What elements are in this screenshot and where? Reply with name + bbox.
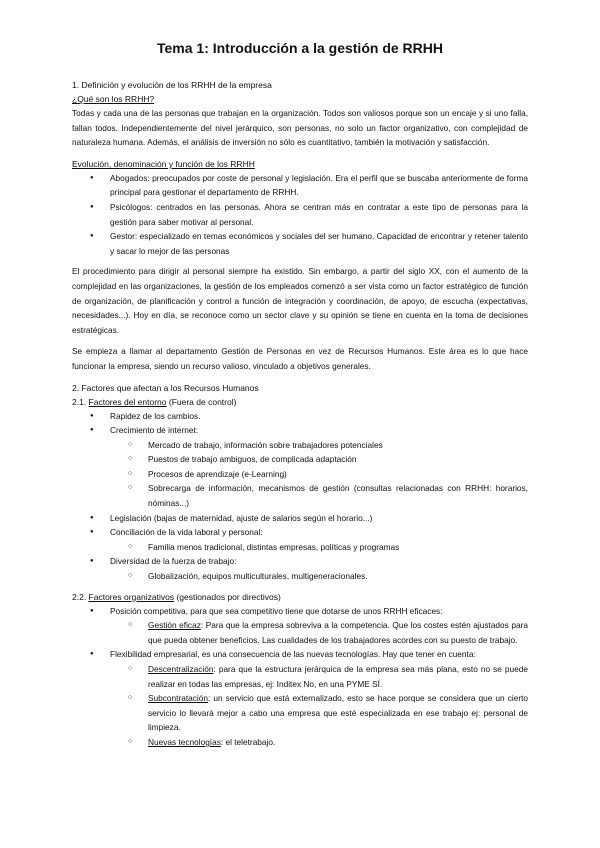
list-item: ● Legislación (bajas de maternidad, ajuste de salarios según el horario...) bbox=[72, 511, 528, 526]
sublist-item: ○ Procesos de aprendizaje (e-Learning) bbox=[110, 467, 528, 482]
flexibility-sublist bbox=[110, 662, 528, 750]
section-2-heading: 2. Factores que afectan a los Recursos Humanos bbox=[72, 382, 259, 393]
evolution-list bbox=[72, 171, 528, 259]
page-title: Tema 1: Introducción a la gestión de RRHH bbox=[156, 40, 443, 56]
environment-factors-list bbox=[72, 409, 528, 584]
diversity-sublist bbox=[110, 569, 528, 584]
conciliation-sublist bbox=[110, 540, 528, 555]
evolution-heading: Evolución, denominación y función de los RRHH bbox=[72, 158, 255, 169]
list-item: ● Crecimiento de internet: ○ Mercado de trabajo, información sobre trabajadores potenciales ○ Puestos de trabajo ambiguos, de complicada adaptación ○ Procesos de aprendizaje (e-Learning) ○ Sobrecarga de información, mecanismos de gestión (consultas relacionadas con RRHH: horarios, nóminas...) bbox=[72, 423, 528, 511]
list-item: ● Conciliación de la vida laboral y personal: ○ Familia menos tradicional, distintas empresas, políticas y programas bbox=[72, 525, 528, 554]
list-item: ● Diversidad de la fuerza de trabajo: ○ Globalización, equipos multiculturales, multigeneracionales. bbox=[72, 554, 528, 583]
internet-sublist bbox=[110, 438, 528, 511]
list-item: ● Rapidez de los cambios. bbox=[72, 409, 528, 424]
sublist-item: ○ Puestos de trabajo ambiguos, de complicada adaptación bbox=[110, 452, 528, 467]
sublist-item: ○ Descentralización: para que la estructura jerárquica de la empresa sea más plana, esto no se puede realizar en todas las empresas, ej: Inditex No, en una PYME SÍ. bbox=[110, 662, 528, 691]
sublist-item: ○ Globalización, equipos multiculturales, multigeneracionales. bbox=[110, 569, 528, 584]
paragraph-naming: Se empieza a llamar al departamento Gestión de Personas en vez de Recursos Humanos. Este área es lo que hace funcionar la empresa, siendo un recurso valioso, vinculado a objetivos generales. bbox=[72, 346, 528, 371]
document-page bbox=[72, 40, 528, 756]
sublist-item: ○ Nuevas tecnologías: el teletrabajo. bbox=[110, 735, 528, 750]
sublist-item: ○ Mercado de trabajo, información sobre trabajadores potenciales bbox=[110, 438, 528, 453]
list-item: ● Psicólogos: centrados en las personas. Ahora se centran más en contratar a este tipo de personas para la gestión para saber motivar al personal. bbox=[72, 200, 528, 229]
list-item: ● Abogados: preocupados por coste de personal y legislación. Era el perfil que se buscaba anteriormente de forma principal para gestionar el departamento de RRHH. bbox=[72, 171, 528, 200]
subsection-2-1-heading: 2.1. Factores del entorno (Fuera de control) bbox=[72, 396, 237, 407]
list-item: ● Gestor: especializado en temas económicos y sociales del ser humano. Capacidad de encontrar y retener talento y sacar lo mejor de las personas bbox=[72, 229, 528, 258]
question-heading: ¿Qué son los RRHH? bbox=[72, 94, 155, 104]
subsection-2-2-heading: 2.2. Factores organizativos (gestionados por directivos) bbox=[72, 591, 281, 602]
paragraph-definition: Todas y cada una de las personas que trabajan en la organización. Todos son valiosos porque son un encaje y si uno falla, fallan todos. Independientemente del nivel jerárquico, son personas, no solo un factor organizativo, con complejidad de naturaleza humana. Además, el análisis de inversión no sólo es cuantitativo, también la motivación y satisfacción. bbox=[72, 108, 528, 148]
sublist-item: ○ Familia menos tradicional, distintas empresas, políticas y programas bbox=[110, 540, 528, 555]
section-1-heading: 1. Definición y evolución de los RRHH de la empresa bbox=[72, 80, 272, 90]
sublist-item: ○ Gestión eficaz: Para que la empresa sobreviva a la competencia. Que los costes estén ajustados para que pueda obtener beneficios. Las cualidades de los trabajadores acordes con su puesto de trabajo. bbox=[110, 618, 528, 647]
paragraph-evolution: El procedimiento para dirigir al personal siempre ha existido. Sin embargo, a partir del siglo XX, con el aumento de la complejidad en las organizaciones, la gestión de los empleados comenzó a ser vista como un factor estratégico de función de organización, de planificación y control a función de integración y coordinación, de apoyo, de escucha (expectativas, necesidades...). Hoy en día, se reconoce como un sector clave y su opinión se tiene en cuenta en la toma de decisiones estratégicas. bbox=[72, 266, 528, 335]
organizational-factors-list bbox=[72, 604, 528, 750]
list-item: ● Flexibilidad empresarial, es una consecuencia de las nuevas tecnologías. Hay que tener en cuenta: ○ Descentralización: para que la estructura jerárquica de la empresa sea más plana, esto no se puede realizar en todas las empresas, ej: Inditex No, en una PYME SÍ. ○ Subcontratación: un servicio que está externalizado, esto se hace porque se considera que un cierto servicio lo llevará mejor a cabo una empresa que esté especializada en ese trabajo ej: personal de limpieza. ○ Nuevas tecnologías: el teletrabajo. bbox=[72, 647, 528, 749]
list-item: ● Posición competitiva, para que sea competitivo tiene que dotarse de unos RRHH eficaces: ○ Gestión eficaz: Para que la empresa sobreviva a la competencia. Que los costes estén ajustados para que pueda obtener beneficios. Las cualidades de los trabajadores acordes con su puesto de trabajo. bbox=[72, 604, 528, 648]
sublist-item: ○ Subcontratación: un servicio que está externalizado, esto se hace porque se considera que un cierto servicio lo llevará mejor a cabo una empresa que esté especializada en ese trabajo ej: personal de limpieza. bbox=[110, 691, 528, 735]
competitive-sublist bbox=[110, 618, 528, 647]
sublist-item: ○ Sobrecarga de información, mecanismos de gestión (consultas relacionadas con RRHH: horarios, nóminas...) bbox=[110, 481, 528, 510]
